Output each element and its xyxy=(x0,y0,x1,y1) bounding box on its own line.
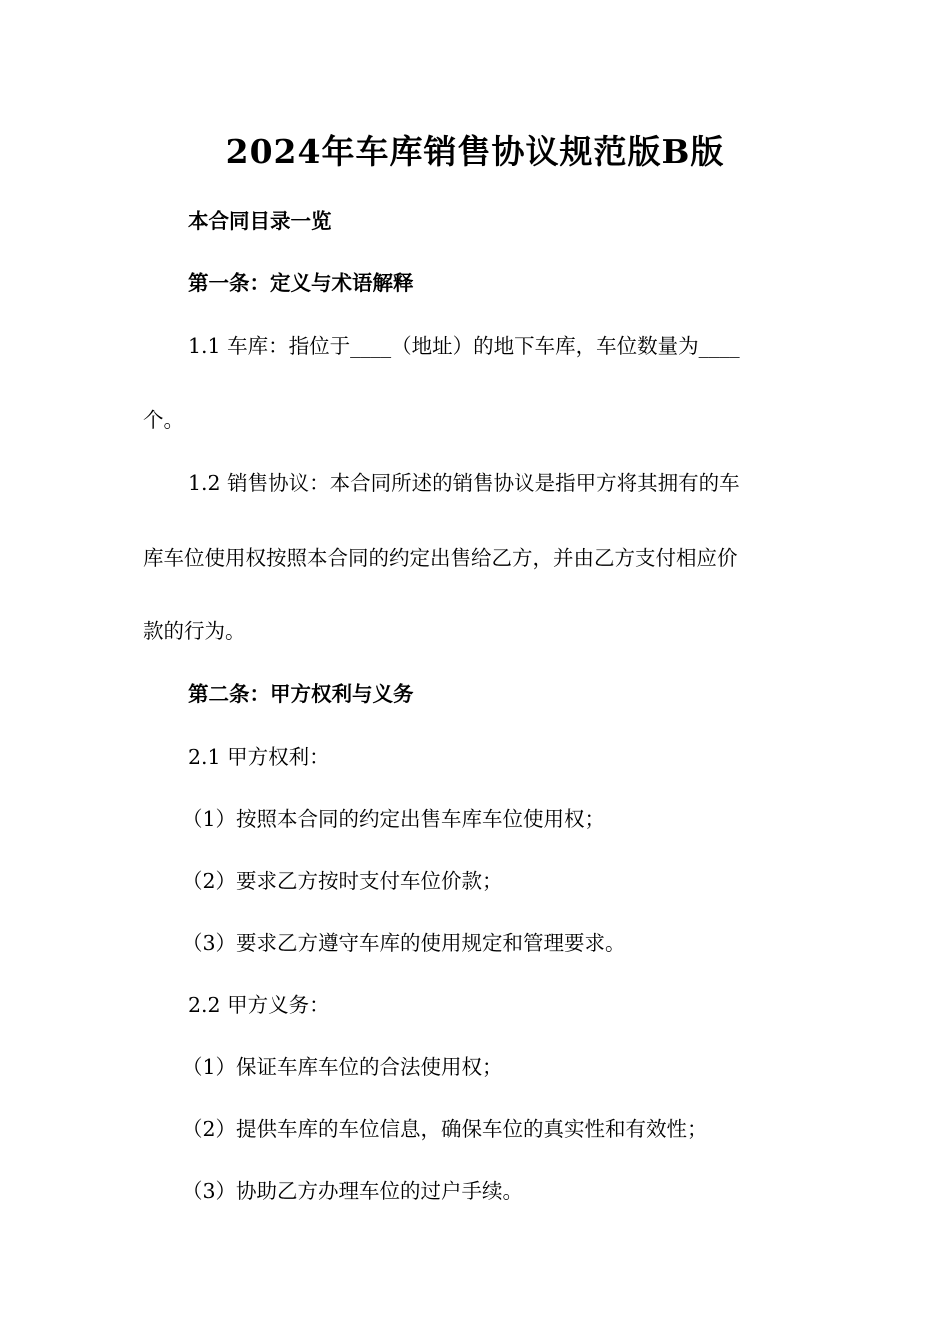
clause-2-2: 2.2 甲方义务： xyxy=(188,993,330,1017)
clause-1-2-line-1: 1.2 销售协议：本合同所述的销售协议是指甲方将其拥有的车 xyxy=(188,471,740,495)
right-item-1: （1）按照本合同的约定出售车库车位使用权； xyxy=(182,807,606,831)
obligation-item-2: （2）提供车库的车位信息，确保车位的真实性和有效性； xyxy=(182,1117,708,1141)
clause-1-2-line-2: 库车位使用权按照本合同的约定出售给乙方，并由乙方支付相应价 xyxy=(143,546,738,570)
article-1-heading: 第一条：定义与术语解释 xyxy=(188,271,414,295)
document-title: 2024年车库销售协议规范版B版 xyxy=(225,132,725,171)
right-item-3: （3）要求乙方遵守车库的使用规定和管理要求。 xyxy=(182,931,626,955)
obligation-item-1: （1）保证车库车位的合法使用权； xyxy=(182,1055,503,1079)
toc-heading: 本合同目录一览 xyxy=(188,209,332,233)
article-2-heading: 第二条：甲方权利与义务 xyxy=(188,682,414,706)
clause-1-1-line-1: 1.1 车库：指位于____（地址）的地下车库，车位数量为____ xyxy=(188,334,740,358)
clause-2-1: 2.1 甲方权利： xyxy=(188,745,330,769)
right-item-2: （2）要求乙方按时支付车位价款； xyxy=(182,869,503,893)
clause-1-2-line-3: 款的行为。 xyxy=(143,619,246,643)
obligation-item-3: （3）协助乙方办理车位的过户手续。 xyxy=(182,1179,524,1203)
clause-1-1-line-2: 个。 xyxy=(143,408,184,432)
